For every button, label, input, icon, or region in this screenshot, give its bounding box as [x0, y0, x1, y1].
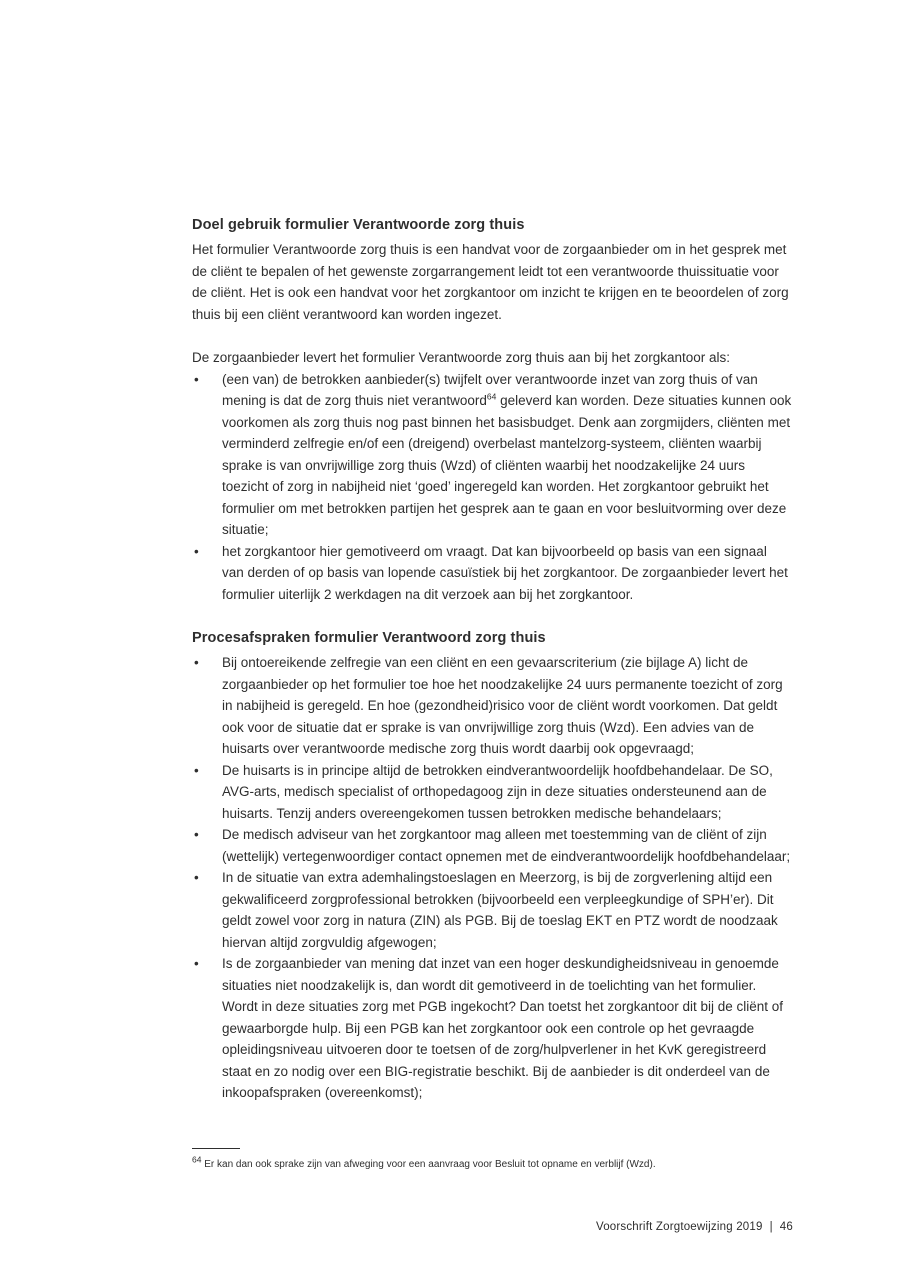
bullet-text [222, 760, 792, 825]
bullet-list-intro: De zorgaanbieder levert het formulier Verantwoorde zorg thuis aan bij het zorgkantoor als: [192, 350, 731, 365]
bullet-list-aanlevering [192, 369, 792, 606]
bullet-item [192, 867, 792, 953]
bullet-text-segment: Bij ontoereikende zelfregie van een cliënt en een gevaarscriterium (zie bijlage A) licht de zorgaanbieder op het formulier toe hoe het noodzakelijke 24 uurs permanente toezicht of zorg in nabijheid is geregeld. En hoe (gezondheid)risico voor de cliënt wordt voorkomen. Dat geldt ook voor de situatie dat er sprake is van onvrijwillige zorg thuis (Wzd). Een advies van de huisarts over verantwoorde medische zorg thuis wordt daarbij ook opgevraagd; [222, 655, 783, 756]
bullet-marker: • [194, 956, 199, 971]
bullet-text-segment: De medisch adviseur van het zorgkantoor mag alleen met toestemming van de cliënt of zijn (wettelijk) vertegenwoordiger contact opnemen met de eindverantwoordelijk hoofdbehandelaar; [222, 827, 791, 864]
bullet-item [192, 953, 792, 1104]
bullet-text [222, 541, 792, 606]
bullet-text [222, 652, 792, 760]
section-heading-procesafspraken: Procesafspraken formulier Verantwoord zorg thuis [192, 630, 546, 646]
footer-page-number: 46 [779, 1221, 793, 1233]
page-footer [596, 1221, 793, 1233]
bullet-text [222, 953, 792, 1104]
bullet-text [222, 369, 792, 541]
bullet-text-segment: Is de zorgaanbieder van mening dat inzet van een hoger deskundigheidsniveau in genoemde situaties niet noodzakelijk is, dan wordt dit gemotiveerd in de toelichting van het formulier. Wordt in deze situaties zorg met PGB ingekocht? Dan toetst het zorgkantoor dit bij de cliënt of gewaarborgde hulp. Bij een PGB kan het zorgkantoor ook een controle op het gevraagde opleidingsniveau uitvoeren door te toetsen of de zorg/hulpverlener in het KvK geregistreerd staat en zo nodig over een BIG-registratie beschikt. Bij de aanbieder is dit onderdeel van de inkoopafspraken (overeenkomst); [222, 956, 784, 1100]
bullet-item [192, 369, 792, 541]
bullet-item [192, 652, 792, 760]
paragraph-doel-gebruik: Het formulier Verantwoorde zorg thuis is een handvat voor de zorgaanbieder om in het gesprek met de cliënt te bepalen of het gewenste zorgarrangement leidt tot een verantwoorde thuissituatie voor de cliënt. Het is ook een handvat voor het zorgkantoor om inzicht te krijgen en te beoordelen of zorg thuis bij een cliënt verantwoord kan worden ingezet. [192, 242, 789, 322]
bullet-text-segment: In de situatie van extra ademhalingstoeslagen en Meerzorg, is bij de zorgverlening altijd een gekwalificeerd zorgprofessional betrokken (bijvoorbeeld een verpleegkundige of SPH’er). Dit geldt zowel voor zorg in natura (ZIN) als PGB. Bij de toeslag EKT en PTZ wordt de noodzaak hiervan altijd zorgvuldig afgewogen; [222, 870, 778, 950]
footnote-reference: 64 [486, 391, 497, 402]
bullet-text-segment: geleverd kan worden. Deze situaties kunnen ook voorkomen als zorg thuis nog past binnen het basisbudget. Denk aan zorgmijders, cliënten met verminderd zelfregie en/of een (dreigend) overbelast mantelzorg-systeem, cliënten waarbij sprake is van onvrijwillige zorg thuis (Wzd) of cliënten waarbij het noodzakelijke 24 uurs toezicht of zorg in nabijheid niet ‘goed’ ingeregeld kan worden. Het zorgkantoor gebruikt het formulier om met betrokken partijen het gesprek aan te gaan en voor besluitvorming over deze situatie; [222, 393, 792, 537]
bullet-item [192, 760, 792, 825]
footer-separator: | [769, 1221, 773, 1233]
bullet-text-segment: het zorgkantoor hier gemotiveerd om vraagt. Dat kan bijvoorbeeld op basis van een signaal van derden of op basis van lopende casuïstiek bij het zorgkantoor. De zorgaanbieder levert het formulier uiterlijk 2 werkdagen na dit verzoek aan bij het zorgkantoor. [222, 543, 788, 602]
bullet-text-segment: De huisarts is in principe altijd de betrokken eindverantwoordelijk hoofdbehandelaar. De SO, AVG-arts, medisch specialist of orthopedagoog zijn in deze situaties ondersteunend aan de huisarts. Tenzij anders overeengekomen tussen betrokken medische behandelaars; [222, 762, 773, 821]
bullet-marker: • [194, 762, 199, 778]
bullet-text [222, 824, 792, 867]
footnote-number: 64 [192, 1154, 202, 1165]
bullet-item [192, 824, 792, 867]
bullet-marker: • [194, 371, 199, 387]
footnote-area [192, 1148, 792, 1171]
bullet-marker: • [194, 543, 199, 559]
footer-doc-title: Voorschrift Zorgtoewijzing 2019 [595, 1221, 763, 1233]
page-content [192, 214, 792, 1104]
bullet-marker: • [194, 870, 199, 885]
footnote-text [192, 1154, 792, 1171]
bullet-text-segment: (een van) de betrokken aanbieder(s) twijfelt over verantwoorde inzet van zorg thuis of van mening is dat de zorg thuis niet verantwoord [222, 371, 758, 408]
footnote-body: Er kan dan ook sprake zijn van afweging voor een aanvraag voor Besluit tot opname en verblijf (Wzd). [204, 1159, 656, 1170]
bullet-marker: • [194, 827, 199, 842]
bullet-text [222, 867, 792, 953]
footnote-separator-rule [192, 1148, 240, 1149]
bullet-list-procesafspraken [192, 652, 792, 1104]
bullet-marker: • [194, 655, 199, 670]
section-heading-doel-gebruik: Doel gebruik formulier Verantwoorde zorg thuis [192, 217, 525, 233]
bullet-item [192, 541, 792, 606]
